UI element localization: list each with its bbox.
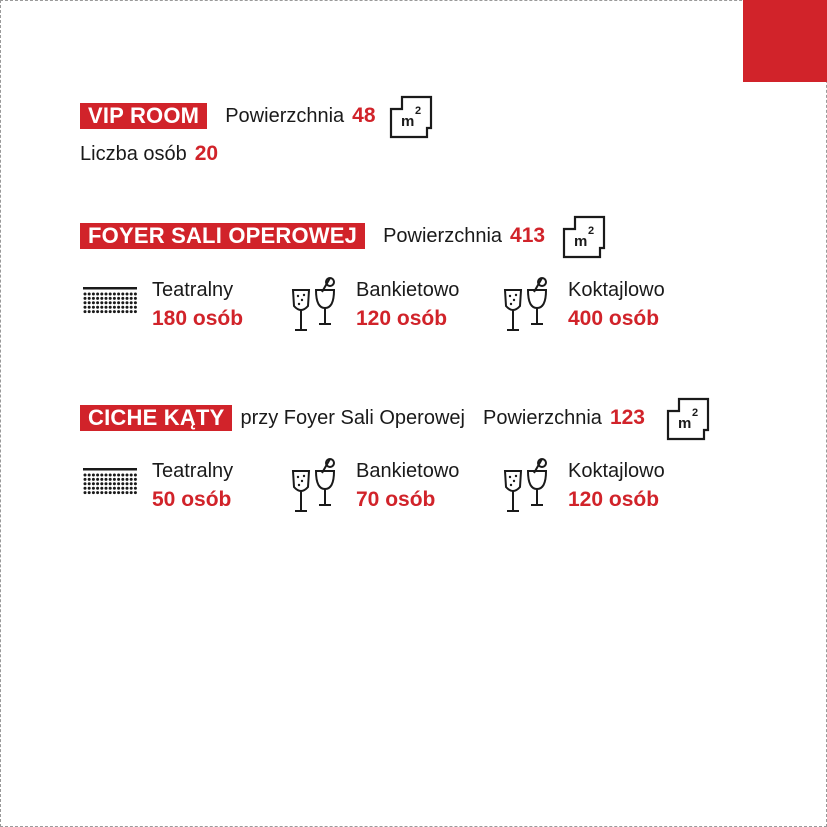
capacity-label: Liczba osób xyxy=(80,142,187,165)
layout-count: 50 osób xyxy=(152,488,232,511)
layout-count: 120 osób xyxy=(356,307,448,330)
banquet-glasses-icon xyxy=(290,276,342,334)
room-header xyxy=(80,212,609,260)
theater-seating-icon xyxy=(82,457,138,497)
room-header xyxy=(80,92,436,140)
svg-text:2: 2 xyxy=(588,225,595,237)
layout-count: 120 osób xyxy=(568,488,660,511)
svg-text:m: m xyxy=(574,233,588,250)
m2-icon xyxy=(665,394,713,442)
layout-name: Bankietowo xyxy=(356,460,460,482)
room-title: VIP ROOM xyxy=(80,103,207,129)
cocktail-glasses-icon xyxy=(502,457,554,515)
cocktail-glasses-icon xyxy=(502,276,554,334)
svg-text:m: m xyxy=(677,415,692,432)
layout-banquet xyxy=(290,457,459,515)
capacity-line xyxy=(80,142,436,166)
layout-name: Teatralny xyxy=(152,460,234,482)
layout-name: Teatralny xyxy=(152,279,234,301)
layouts-ciche-katy xyxy=(0,457,827,517)
room-vip xyxy=(80,92,436,166)
theater-seating-icon xyxy=(82,276,138,316)
area-label: Powierzchnia xyxy=(383,224,503,247)
layout-count: 180 osób xyxy=(152,307,244,330)
area-label: Powierzchnia xyxy=(225,104,345,127)
layout-name: Koktajlowo xyxy=(568,279,665,301)
area-value: 413 xyxy=(510,224,546,247)
m2-icon xyxy=(388,92,436,140)
svg-text:2: 2 xyxy=(691,407,699,419)
svg-text:m: m xyxy=(400,113,414,130)
m2-icon xyxy=(561,212,609,260)
svg-text:2: 2 xyxy=(414,105,421,117)
area-value: 123 xyxy=(609,406,645,429)
layout-cocktail xyxy=(502,457,665,515)
layout-theater xyxy=(82,457,233,515)
capacity-value: 20 xyxy=(194,142,219,165)
layout-cocktail xyxy=(502,276,665,334)
area-value: 48 xyxy=(352,104,376,127)
room-subtitle: przy Foyer Sali Operowej xyxy=(240,406,465,429)
layout-count: 400 osób xyxy=(568,307,660,330)
room-header xyxy=(80,394,713,442)
room-ciche-katy xyxy=(80,394,713,442)
room-foyer xyxy=(80,212,609,260)
layout-count: 70 osób xyxy=(356,488,436,511)
layout-theater xyxy=(82,276,243,334)
layout-name: Koktajlowo xyxy=(568,460,665,482)
room-title: FOYER SALI OPEROWEJ xyxy=(80,223,365,249)
area-label: Powierzchnia xyxy=(482,406,602,429)
corner-accent xyxy=(743,0,827,82)
layout-name: Bankietowo xyxy=(356,279,460,301)
layouts-foyer xyxy=(0,276,827,336)
banquet-glasses-icon xyxy=(290,457,342,515)
layout-banquet xyxy=(290,276,459,334)
room-title: CICHE KĄTY xyxy=(80,405,232,431)
